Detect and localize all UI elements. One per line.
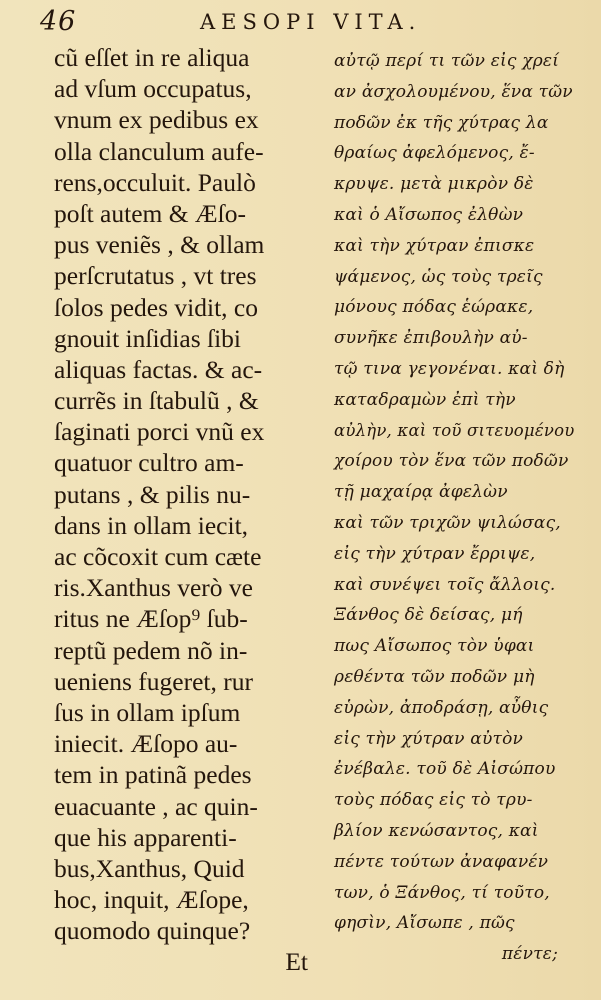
greek-line: κρυψε. μετὰ μικρὸν δὲ [334,174,534,195]
latin-line: ad vſum occupatus, [54,74,252,104]
latin-line: ritus ne Æſop⁹ ſub- [54,604,248,634]
latin-line: dans in ollam iecit, [54,510,249,540]
greek-line: ρεθέντα τῶν ποδῶν μὴ [334,666,535,687]
greek-line: χοίρου τὸν ἕνα τῶν ποδῶν [334,451,569,472]
latin-line: ac cõcoxit cum cæte [54,542,262,571]
latin-line: gnouit inſidias ſibi [54,323,242,353]
latin-line: tem in patinã pedes [54,760,252,790]
greek-line: αὐτῷ περί τι τῶν εἰς χρεί [334,51,560,71]
greek-line: καταδραμὼν ἐπὶ τὴν [334,389,516,410]
greek-line: αὐλὴν, καὶ τοῦ σιτευομένου [334,420,575,440]
latin-line: aliquas factas. & ac- [54,354,263,384]
greek-line: καὶ τὴν χύτραν ἐπισκε [334,235,535,256]
latin-line: bus,Xanthus, Quid [54,853,245,883]
greek-line: πέντε; [501,944,558,965]
greek-line: πέντε τούτων ἀναφανέν [334,851,549,872]
latin-line: putans , & pilis nu- [54,479,251,509]
page-number: 46 [40,6,77,37]
latin-line: iniecit. Æſopo au- [54,729,238,759]
greek-line: καὶ τῶν τριχῶν ψιλώσας, [334,512,561,533]
latin-line: hoc, inquit, Æſope, [54,885,249,915]
greek-line: αν ἀσχολουμένου, ἕνα τῶν [334,81,573,102]
greek-line: ψάμενος, ὡς τοὺς τρεῖς [334,266,543,287]
latin-line: perſcrutatus , vt tres [54,261,257,291]
latin-line: ſolos pedes vidit, co [54,292,258,322]
greek-line: εὑρὼν, ἀποδράσῃ, αὖθις [334,697,549,718]
latin-line: pus veniẽs , & ollam [54,230,265,260]
greek-line: τῷ τινα γεγονέναι. καὶ δὴ [334,358,565,379]
latin-line: ueniens fugeret, rur [54,666,253,696]
greek-line: Ξάνθος δὲ δείσας, μή [334,605,523,626]
latin-line: currẽs in ſtabulũ , & [54,386,259,416]
latin-line: euacuante , ac quin- [54,791,258,821]
page-header [0,2,601,42]
greek-line: τοὺς πόδας εἰς τὸ τρυ- [334,790,533,811]
latin-line: que his apparenti- [54,822,237,852]
greek-line: θραίως ἀφελόμενος, ἔ- [334,143,535,164]
greek-line: εἰς τὴν χύτραν ἔρριψε, [334,543,536,564]
greek-line: φησὶν, Αἴσωπε , πῶς [334,913,515,934]
running-head: AESOPI VITA. [200,10,422,34]
greek-line: εἰς τὴν χύτραν αὐτὸν [334,728,524,749]
greek-line: τῇ μαχαίρᾳ ἀφελὼν [334,482,508,503]
latin-line: olla clanculum aufe- [54,136,264,166]
greek-line: βλίον κενώσαντος, καὶ [334,820,539,841]
latin-line: vnum ex pedibus ex [54,105,259,135]
greek-line: μόνους πόδας ἑώρακε, [334,297,534,318]
greek-line: των, ὁ Ξάνθος, τί τοῦτο, [334,882,550,903]
latin-line: Et [285,947,308,977]
latin-line: ris.Xanthus verò ve [54,573,253,603]
latin-line: reptũ pedem nõ in- [54,635,248,665]
greek-line: συνῆκε ἐπιβουλὴν αὐ- [334,328,528,349]
greek-line: ἐνέβαλε. τοῦ δὲ Αἰσώπου [334,759,556,780]
latin-line: ſus in ollam ipſum [54,697,241,727]
latin-line: ſaginati porci vnũ ex [54,417,265,447]
greek-text-column [334,46,580,970]
latin-text-column [54,42,316,978]
greek-line: καὶ ὁ Αἴσωπος ἐλθὼν [334,204,524,225]
greek-line: καὶ συνέψει τοῖς ἄλλοις. [334,574,556,595]
greek-line: πως Αἴσωπος τὸν ὑφαι [334,636,535,657]
greek-line: ποδῶν ἐκ τῆς χύτρας λα [334,112,549,133]
latin-line: quomodo quinque? [54,916,251,946]
latin-line: rens,occuluit. Paulò [54,167,256,197]
latin-line: cũ eſſet in re aliqua [54,43,250,72]
latin-line: quatuor cultro am- [54,448,244,478]
latin-line: poſt autem & Æſo- [54,198,246,228]
